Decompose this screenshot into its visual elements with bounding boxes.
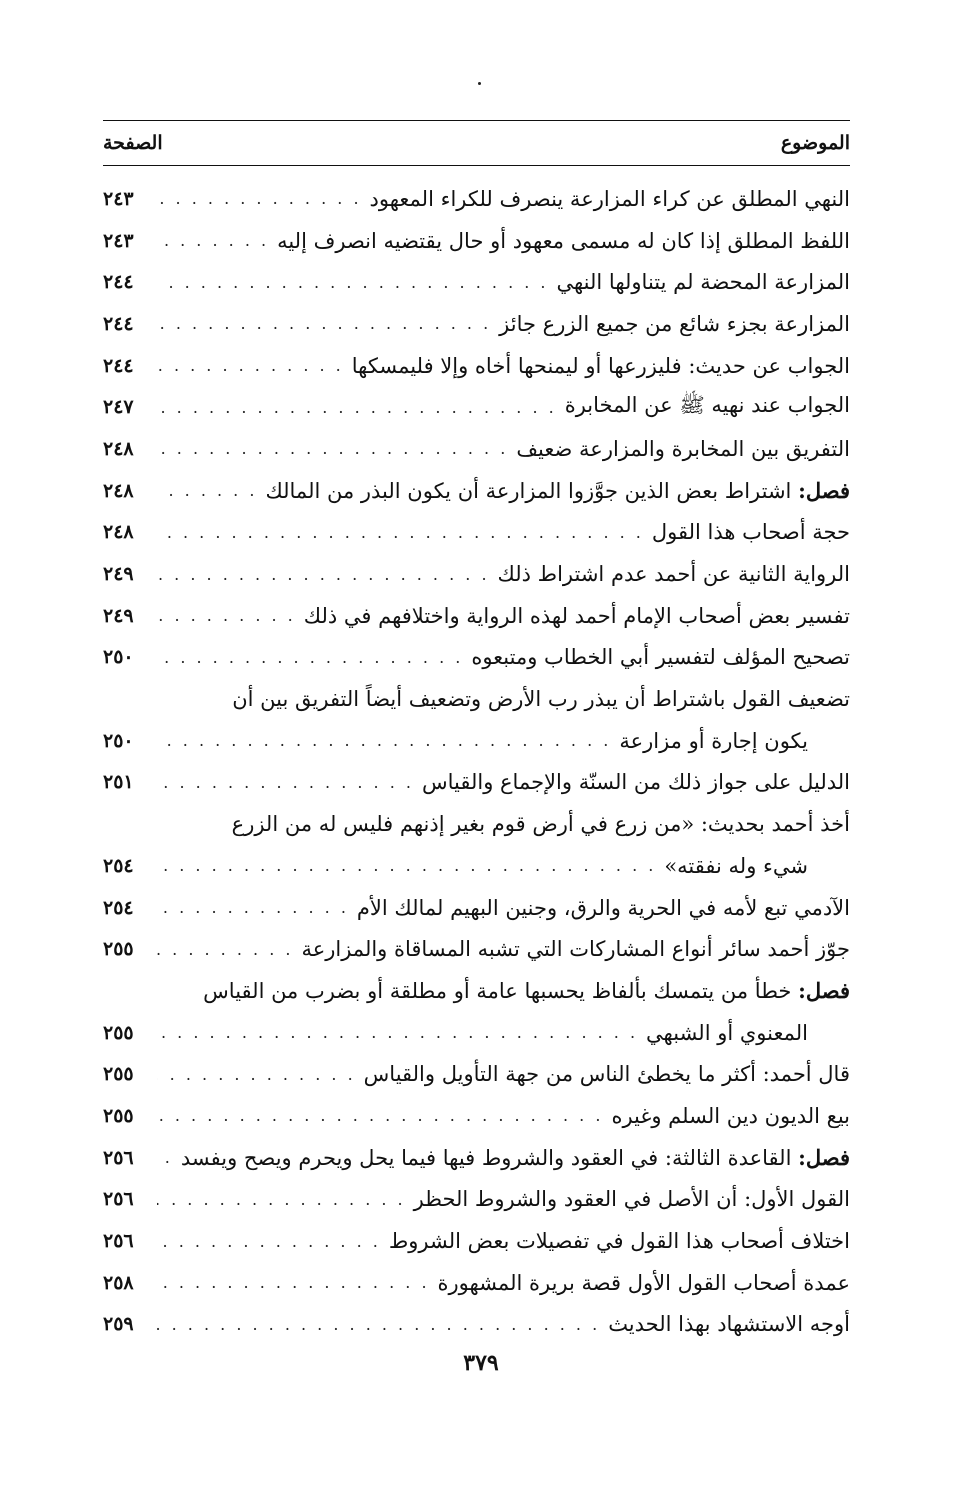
dot-leader	[157, 314, 491, 333]
toc-entry	[103, 637, 850, 679]
dot-leader	[157, 731, 611, 750]
page-column-label: الصفحة	[103, 132, 163, 154]
entry-title	[352, 354, 850, 378]
entry-keyword: فصل:	[798, 478, 850, 504]
dot-leader	[157, 898, 349, 917]
page-number: ٣٧٩	[463, 1350, 499, 1376]
entry-page-number: ٢٤٧	[103, 396, 134, 419]
entry-title	[304, 604, 850, 628]
entry-page-number: ٢٤٩	[103, 604, 134, 627]
toc-entry	[103, 1179, 850, 1221]
entry-title-text: النهي المطلق عن كراء المزارعة ينصرف للكراء المعهود	[369, 186, 850, 211]
entry-title-text: الجواب عند نهيه ﷺ عن المخابرة	[564, 392, 850, 417]
toc-entry	[103, 345, 850, 387]
entry-page-number: ٢٤٤	[103, 312, 134, 335]
entry-page-number: ٢٥٠	[103, 729, 134, 752]
entry-continuation: يكون إجارة أو مزارعة	[619, 728, 808, 753]
dot-leader	[157, 189, 362, 208]
table-header	[103, 120, 850, 166]
entry-title-text: بيع الديون دين السلم وغيره	[611, 1103, 850, 1128]
entry-page-number: ٢٤٣	[103, 187, 134, 210]
entry-title	[652, 520, 850, 544]
entry-page-number: ٢٥٥	[103, 1104, 134, 1127]
dot-leader	[157, 1190, 406, 1209]
dot-leader	[157, 398, 557, 417]
entry-page-number: ٢٥٠	[103, 646, 134, 669]
entry-page-number: ٢٤٨	[103, 479, 134, 502]
entry-page-number: ٢٥٥	[103, 1021, 134, 1044]
entry-title-text: الآدمي تبع لأمه في الحرية والرق، وجنين البهيم لمالك الأم	[356, 895, 850, 920]
entry-page-number: ٢٤٣	[103, 229, 134, 252]
entry-title	[277, 229, 850, 253]
dot-leader	[157, 1023, 638, 1042]
entry-title-text: الرواية الثانية عن أحمد عدم اشتراط ذلك	[497, 562, 850, 587]
toc-entry	[103, 470, 850, 512]
entry-title	[516, 437, 850, 461]
dot-leader	[157, 231, 269, 250]
toc-entry	[103, 1262, 850, 1304]
entry-title-text: تضعيف القول باشتراط أن يبذر رب الأرض وتضعيف أيضاً التفريق بين أن	[232, 687, 850, 712]
dot-leader	[157, 773, 414, 792]
entry-title	[557, 270, 851, 294]
toc-entry-line	[103, 803, 850, 845]
entry-title	[370, 187, 850, 211]
toc-entry-line	[103, 1012, 850, 1054]
toc-entry	[103, 1220, 850, 1262]
entry-title-text: عمدة أصحاب القول الأول قصة بريرة المشهورة	[437, 1270, 850, 1295]
dot-leader	[157, 565, 490, 584]
entry-title	[565, 392, 850, 423]
toc-entry	[103, 887, 850, 929]
toc-entry	[103, 220, 850, 262]
entry-page-number: ٢٥٥	[103, 1063, 134, 1086]
entry-keyword: فصل:	[798, 978, 850, 1004]
dot-leader	[157, 856, 656, 875]
dot-leader	[157, 606, 296, 625]
entry-title	[611, 1104, 850, 1128]
toc-entry-line	[103, 678, 850, 720]
toc-entry	[103, 1095, 850, 1137]
entry-title-text: اللفظ المطلق إذا كان له مسمى معهود أو حال يقتضيه انصرف إليه	[277, 228, 850, 253]
entry-continuation: المعنوي أو الشبهي	[646, 1020, 808, 1045]
entry-title-text: حجة أصحاب هذا القول	[651, 520, 850, 545]
entry-title-text: الجواب عن حديث: فليزرعها أو ليمنحها أخاه وإلا فليمسكها	[351, 353, 850, 378]
toc-entry-line	[103, 970, 850, 1012]
toc-entry	[103, 178, 850, 220]
entry-page-number: ٢٥٤	[103, 854, 134, 877]
toc-entry	[103, 595, 850, 637]
entry-title	[438, 1271, 850, 1295]
dot-leader	[157, 1065, 356, 1084]
entry-title	[608, 1312, 850, 1336]
entry-title-text: أوجه الاستشهاد بهذا الحديث	[608, 1312, 850, 1337]
dot-leader	[157, 1148, 173, 1167]
dot-leader	[157, 1315, 600, 1334]
toc-entry	[103, 762, 850, 804]
entry-title-text: القاعدة الثالثة: في العقود والشروط فيها فيما يحل ويحرم ويصح ويفسد	[180, 1146, 792, 1171]
entry-title-text: الدليل على جواز ذلك من السنّة والإجماع والقياس	[421, 770, 850, 795]
entry-title-text: أخذ أحمد بحديث: «من زرع في أرض قوم بغير إذنهم فليس له من الزرع	[231, 812, 850, 837]
entry-title-text: تفسير بعض أصحاب الإمام أحمد لهذه الرواية واختلافهم في ذلك	[303, 603, 850, 628]
entry-title	[103, 687, 850, 711]
dot-leader	[157, 648, 463, 667]
scan-speck	[478, 82, 481, 85]
entry-page-number: ٢٤٨	[103, 521, 134, 544]
entry-page-number: ٢٥٥	[103, 938, 134, 961]
entry-title	[265, 478, 850, 503]
toc-entry	[103, 1053, 850, 1095]
entry-page-number: ٢٥٦	[103, 1146, 134, 1169]
entry-title-text: المزارعة المحضة لم يتناولها النهي	[556, 270, 850, 295]
entry-page-number: ٢٤٤	[103, 354, 134, 377]
entry-page-number: ٢٤٤	[103, 271, 134, 294]
entry-continuation: شيء وله نفقته»	[664, 853, 808, 878]
entry-title	[471, 645, 850, 669]
dot-leader	[157, 1106, 603, 1125]
entry-title	[364, 1062, 850, 1086]
entry-title-text: تصحيح المؤلف لتفسير أبي الخطاب ومتبعوه	[471, 645, 850, 670]
dot-leader	[157, 940, 293, 959]
entry-title-text: اختلاف أصحاب هذا القول في تفصيلات بعض الشروط	[388, 1229, 850, 1254]
entry-title	[181, 1145, 850, 1170]
toc-entries	[103, 178, 850, 1345]
toc-entry	[103, 553, 850, 595]
dot-leader	[157, 1232, 381, 1251]
dot-leader	[157, 1273, 430, 1292]
toc-entry-line	[103, 720, 850, 762]
entry-page-number: ٢٥٤	[103, 896, 134, 919]
entry-title	[103, 978, 850, 1003]
entry-title	[301, 937, 850, 961]
dot-leader	[157, 439, 508, 458]
entry-title	[414, 1187, 850, 1211]
toc-entry	[103, 303, 850, 345]
topic-column-label: الموضوع	[780, 132, 850, 154]
entry-title	[422, 770, 850, 794]
dot-leader	[157, 273, 549, 292]
entry-title-text: جوّز أحمد سائر أنواع المشاركات التي تشبه المساقاة والمزارعة	[301, 937, 850, 962]
entry-page-number: ٢٤٩	[103, 563, 134, 586]
entry-title-text: التفريق بين المخابرة والمزارعة ضعيف	[516, 436, 850, 461]
entry-page-number: ٢٥٦	[103, 1230, 134, 1253]
dot-leader	[157, 356, 344, 375]
toc-entry	[103, 1137, 850, 1179]
entry-title-text: المزارعة بجزء شائع من جميع الزرع جائز	[499, 311, 850, 336]
dot-leader	[157, 523, 644, 542]
toc-entry	[103, 428, 850, 470]
toc-entry	[103, 1304, 850, 1346]
entry-title-text: اشتراط بعض الذين جوَّزوا المزارعة أن يكون البذر من المالك	[265, 479, 792, 504]
entry-page-number: ٢٥٨	[103, 1271, 134, 1294]
entry-title	[499, 312, 850, 336]
entry-page-number: ٢٤٨	[103, 437, 134, 460]
entry-title	[103, 812, 850, 836]
entry-page-number: ٢٥٦	[103, 1188, 134, 1211]
entry-title-text: قال أحمد: أكثر ما يخطئ الناس من جهة التأويل والقياس	[363, 1062, 850, 1087]
entry-title	[389, 1229, 850, 1253]
toc-entry	[103, 928, 850, 970]
toc-entry	[103, 512, 850, 554]
entry-page-number: ٢٥١	[103, 771, 134, 794]
toc-entry-line	[103, 845, 850, 887]
entry-title-text: القول الأول: أن الأصل في العقود والشروط الحظر	[413, 1187, 850, 1212]
entry-title	[357, 896, 850, 920]
entry-page-number: ٢٥٩	[103, 1313, 134, 1336]
entry-keyword: فصل:	[798, 1145, 850, 1171]
toc-entry	[103, 386, 850, 428]
dot-leader	[157, 481, 257, 500]
entry-title-text: خطأ من يتمسك بألفاظ يحسبها عامة أو مطلقة أو بضرب من القياس	[203, 979, 792, 1004]
toc-entry	[103, 261, 850, 303]
entry-title	[498, 562, 850, 586]
